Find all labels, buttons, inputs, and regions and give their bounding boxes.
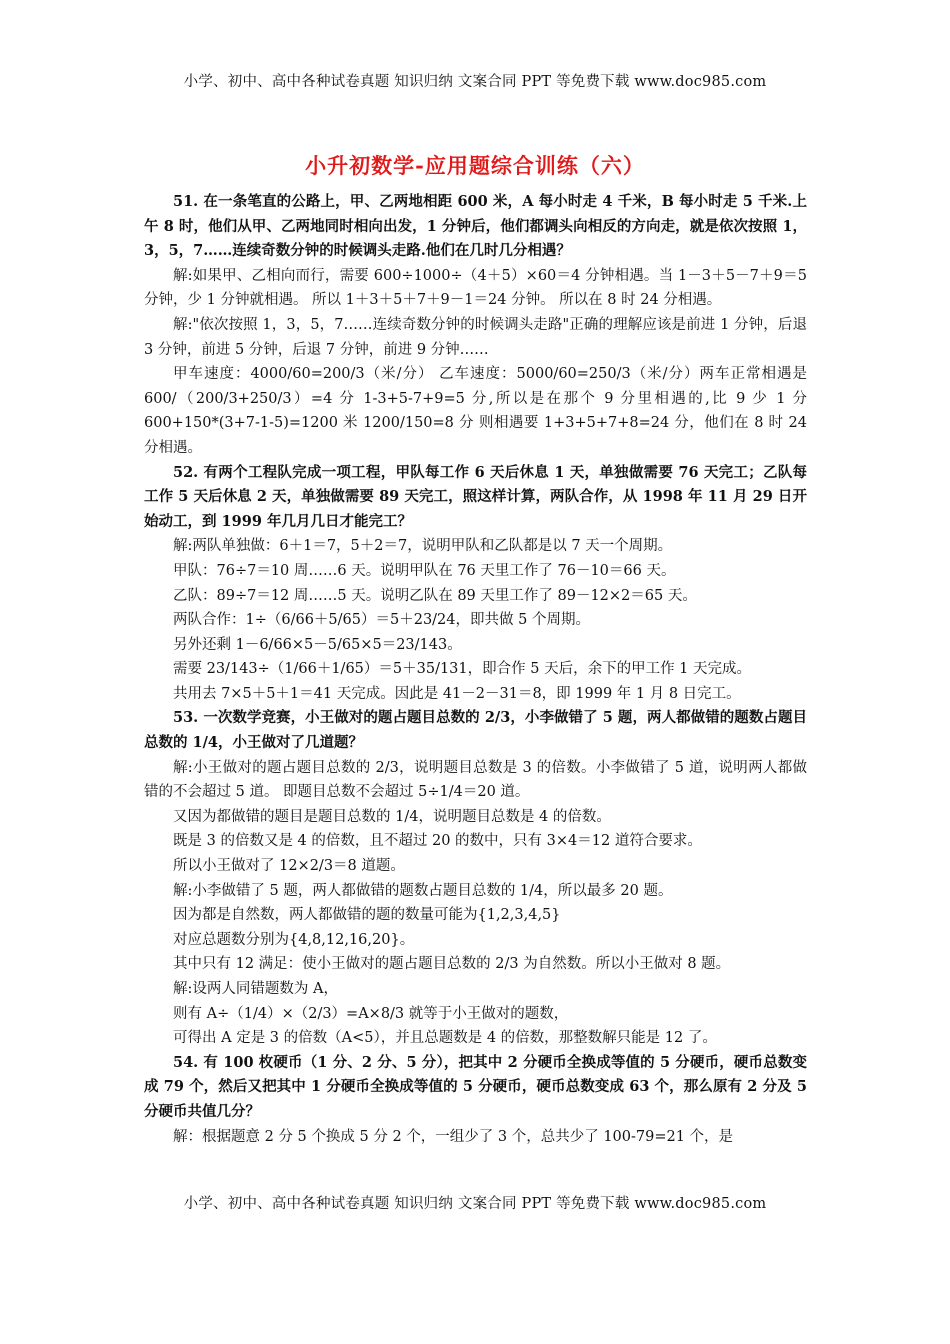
problem-52 (144, 461, 807, 707)
solution-line: 可得出 A 定是 3 的倍数（A<5），并且总题数是 4 的倍数，那整数解只能是 12 了。 (173, 1030, 717, 1047)
solution-line: 需要 23/143÷（1/66＋1/65）＝5＋35/131，即合作 5 天后，余下的甲工作 1 天完成。 (173, 661, 752, 678)
solution-line: 解：根据题意 2 分 5 个换成 5 分 2 个，一组少了 3 个，总共少了 100-79=21 个，是 (173, 1128, 734, 1145)
solution-line: 又因为都做错的题目是题目总数的 1/4，说明题目总数是 4 的倍数。 (173, 808, 611, 825)
solution-line: 对应总题数分别为{4,8,12,16,20}。 (173, 931, 415, 948)
solution-line: 解:"依次按照 1，3，5，7……连续奇数分钟的时候调头走路"正确的理解应该是前进 1 分钟，后退 3 分钟，前进 5 分钟，后退 7 分钟，前进 9 分钟…… (144, 316, 807, 358)
question-text: 54. 有 100 枚硬币（1 分、2 分、5 分），把其中 2 分硬币全换成等值的 5 分硬币，硬币总数变成 79 个，然后又把其中 1 分硬币全换成等值的 5 分硬币，硬币总数变成 63 个，那么原有 2 分及 5 分硬币共值几分？ (144, 1053, 807, 1120)
solution-line: 甲车速度：4000/60=200/3（米/分） 乙车速度：5000/60=250/3（米/分）两车正常相遇是 600/（200/3+250/3）=4 分 1-3+5-7+9=5 分,所以是在那个 9 分里相遇的,比 9 少 1 分 600+150*(3+7-1-5)=1200 米 1200/150=8 分 则相遇要 1+3+5+7+8=24 分，他们在 8 时 24 分相遇。 (144, 366, 807, 456)
solution-line: 既是 3 的倍数又是 4 的倍数，且不超过 20 的数中，只有 3×4＝12 道符合要求。 (173, 833, 702, 850)
solution-line: 其中只有 12 满足：使小王做对的题占题目总数的 2/3 为自然数。所以小王做对 8 题。 (173, 956, 731, 973)
solution-line: 解:小王做对的题占题目总数的 2/3，说明题目总数是 3 的倍数。小李做错了 5 道，说明两人都做错的不会超过 5 道。 即题目总数不会超过 5÷1/4＝20 道。 (144, 759, 807, 801)
solution-line: 甲队：76÷7＝10 周……6 天。说明甲队在 76 天里工作了 76－10＝66 天。 (173, 562, 676, 579)
solution-line: 解:设两人同错题数为 A， (173, 981, 338, 997)
problem-51 (144, 190, 807, 461)
question-text: 51. 在一条笔直的公路上，甲、乙两地相距 600 米，A 每小时走 4 千米，B 每小时走 5 千米.上午 8 时，他们从甲、乙两地同时相向出发，1 分钟后，他们都调头向相反的方向走，就是依次按照 1，3，5，7……连续奇数分钟的时候调头走路.他们在几时几分相遇？ (144, 193, 807, 260)
problem-54 (144, 1051, 807, 1149)
document-title: 小升初数学-应用题综合训练（六） (305, 153, 645, 178)
solution-line: 解:小李做错了 5 题，两人都做错的题数占题目总数的 1/4，所以最多 20 题。 (173, 882, 673, 899)
solution-line: 乙队：89÷7＝12 周……5 天。说明乙队在 89 天里工作了 89－12×2＝65 天。 (173, 587, 697, 604)
page-footer: 小学、初中、高中各种试卷真题 知识归纳 文案合同 PPT 等免费下载 www.doc985.com (183, 1196, 767, 1212)
page-header: 小学、初中、高中各种试卷真题 知识归纳 文案合同 PPT 等免费下载 www.doc985.com (183, 74, 767, 90)
solution-line: 解:两队单独做：6＋1＝7，5＋2＝7，说明甲队和乙队都是以 7 天一个周期。 (173, 538, 673, 555)
question-text: 53. 一次数学竞赛，小王做对的题占题目总数的 2/3，小李做错了 5 题，两人都做错的题数占题目总数的 1/4，小王做对了几道题？ (144, 709, 807, 752)
solution-line: 另外还剩 1－6/66×5－5/65×5＝23/143。 (173, 636, 462, 653)
solution-line: 因为都是自然数，两人都做错的题的数量可能为{1,2,3,4,5} (173, 907, 561, 924)
solution-line: 解:如果甲、乙相向而行，需要 600÷1000÷（4＋5）×60＝4 分钟相遇。当 1－3＋5－7＋9＝5 分钟，少 1 分钟就相遇。 所以 1＋3＋5＋7＋9－1＝24 分钟。 所以在 8 时 24 分相遇。 (144, 267, 807, 309)
solution-line: 则有 A÷（1/4）×（2/3）=A×8/3 就等于小王做对的题数， (173, 1005, 569, 1022)
solution-line: 两队合作：1÷（6/66＋5/65）＝5＋23/24，即共做 5 个周期。 (173, 612, 590, 629)
solution-line: 所以小王做对了 12×2/3＝8 道题。 (173, 858, 405, 875)
document-body (144, 190, 807, 1149)
question-text: 52. 有两个工程队完成一项工程，甲队每工作 6 天后休息 1 天，单独做需要 76 天完工；乙队每工作 5 天后休息 2 天，单独做需要 89 天完工，照这样计算，两队合作，从 1998 年 11 月 29 日开始动工，到 1999 年几月几日才能完工？ (144, 463, 807, 530)
solution-line: 共用去 7×5＋5＋1＝41 天完成。因此是 41－2－31＝8，即 1999 年 1 月 8 日完工。 (173, 685, 741, 702)
problem-53 (144, 706, 807, 1050)
